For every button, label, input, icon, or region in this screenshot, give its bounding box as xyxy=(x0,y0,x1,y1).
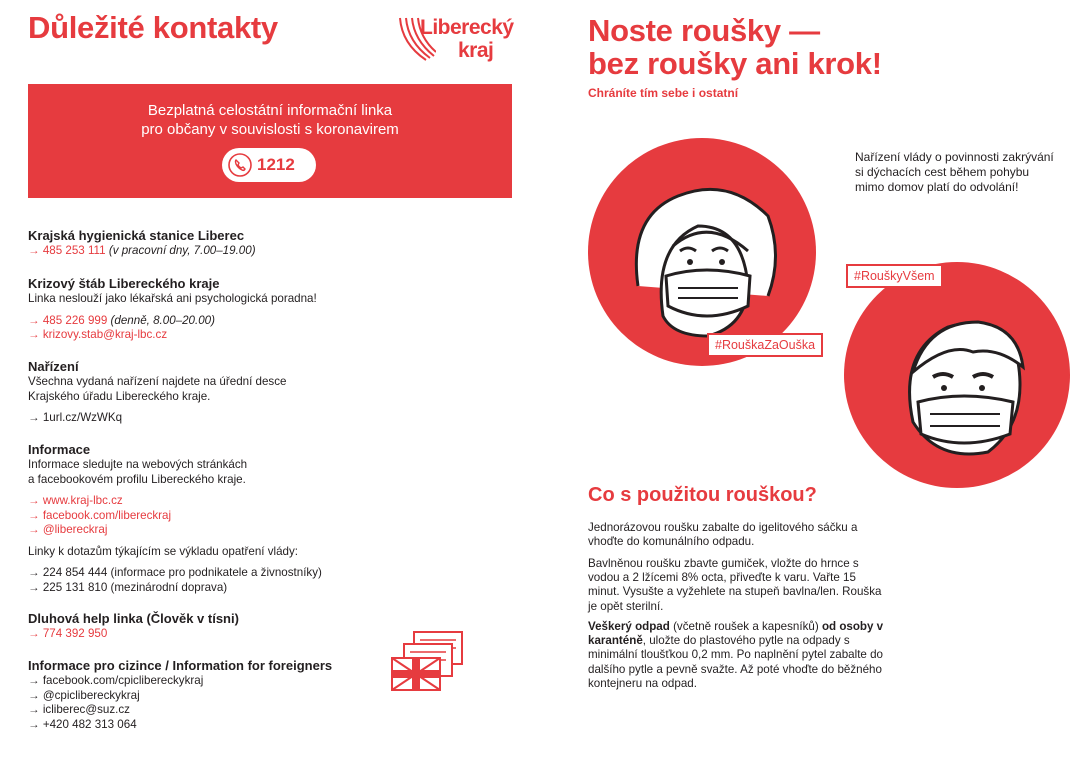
section-heading: Dluhová help linka (Člověk v tísni) xyxy=(28,611,239,626)
cizinci-email[interactable]: icliberec@suz.cz xyxy=(42,703,130,716)
section-heading: Informace xyxy=(28,442,91,457)
section-heading: Krajská hygienická stanice Liberec xyxy=(28,228,245,243)
woman-masked-illustration xyxy=(618,176,788,346)
dluh-phone[interactable]: 774 392 950 xyxy=(42,627,108,640)
waste-bold-2: od osoby v karanténě xyxy=(588,620,884,648)
masks-title-line-1: Noste roušky — xyxy=(588,13,820,48)
informace-link-line-1: → www.kraj-lbc.cz xyxy=(28,494,123,507)
section-heading: Krizový štáb Libereckého kraje xyxy=(28,276,220,291)
dluh-phone-line: → 774 392 950 xyxy=(28,627,108,640)
hyg-phone[interactable]: 485 253 111 xyxy=(42,244,106,257)
man-masked-illustration xyxy=(878,292,1048,472)
hashtag-rouska-za-ouska[interactable]: #RouškaZaOuška xyxy=(707,333,823,357)
hyg-phone-line: → 485 253 111 (v pracovní dny, 7.00–19.00) xyxy=(28,244,256,257)
informace-text-3: Linky k dotazům týkajícím se výkladu opatření vlády: xyxy=(28,544,298,558)
liberecky-kraj-logo xyxy=(396,14,516,64)
web-link[interactable]: www.kraj-lbc.cz xyxy=(42,494,123,507)
gov-phone-1[interactable]: 224 854 444 (informace pro podnikatele a živnostníky) xyxy=(42,566,322,579)
informace-link-line-3: → @libereckraj xyxy=(28,523,108,536)
section-dluhova-linka xyxy=(28,611,239,642)
cizinci-line-4: → +420 482 313 064 xyxy=(28,717,137,731)
krizovy-email[interactable]: krizovy.stab@kraj-lbc.cz xyxy=(42,328,168,341)
krizovy-note: Linka neslouží jako lékařská ani psychologická poradna! xyxy=(28,292,317,305)
paragraph-quarantine-waste xyxy=(588,620,888,691)
cizinci-line-2: → @cpiclibereckykraj xyxy=(28,688,140,702)
informace-phone-line-1: → 224 854 444 (informace pro podnikatele a živnostníky) xyxy=(28,566,322,579)
handle-link[interactable]: @libereckraj xyxy=(42,523,108,536)
masks-title-line-2: bez roušky ani krok! xyxy=(588,46,882,81)
hotline-phone-pill[interactable] xyxy=(222,148,316,182)
krizovy-email-line: → krizovy.stab@kraj-lbc.cz xyxy=(28,328,168,341)
gov-phone-2[interactable]: 225 131 810 (mezinárodní doprava) xyxy=(42,580,228,594)
informace-text-1: Informace sledujte na webových stránkách xyxy=(28,458,248,471)
informace-phone-line-2: → 225 131 810 (mezinárodní doprava) xyxy=(28,580,228,594)
logo-word-1: Liberecký xyxy=(420,16,514,39)
used-mask-heading: Co s použitou rouškou? xyxy=(588,484,817,506)
krizovy-hours: (denně, 8.00–20.00) xyxy=(110,313,215,327)
cizinci-phone[interactable]: +420 482 313 064 xyxy=(42,717,137,731)
masks-title xyxy=(588,14,882,80)
banner-line-1: Bezplatná celostátní informační linka xyxy=(147,102,393,119)
narizeni-text-1: Všechna vydaná nařízení najdete na úřední desce xyxy=(28,375,287,388)
krizovy-phone-line: → 485 226 999 (denně, 8.00–20.00) xyxy=(28,313,215,327)
waste-text-2: , uložte do plastového pytle na odpady s minimální tloušťkou 0,2 mm. Po naplnění pytel zabalte do dalšího pytle a pevně svažte. Až poté vhoďte do běžného kontejneru na odpad. xyxy=(588,634,883,690)
section-heading: Nařízení xyxy=(28,359,79,374)
section-krizovy-stab xyxy=(28,276,317,343)
narizeni-text-2: Krajského úřadu Libereckého kraje. xyxy=(28,389,211,403)
section-cizinci xyxy=(28,658,332,732)
facebook-link[interactable]: facebook.com/libereckraj xyxy=(42,508,172,522)
regulation-note: Nařízení vlády o povinnosti zakrývání si dýchacích cest během pohybu mimo domov platí do odvolání! xyxy=(855,150,1054,194)
hotline-banner xyxy=(28,84,512,198)
section-informace xyxy=(28,442,322,595)
waste-text-1: (včetně roušek a kapesníků) xyxy=(669,620,822,633)
paragraph-cotton: Bavlněnou roušku zbavte gumiček, vložte do hrnce s vodou a 2 lžícemi 8% octa, přiveďte k varu. Vařte 15 minut. Vysušte a vyžehlete na stupeň bavlna/len. Rouška je opět sterilní. xyxy=(588,557,882,613)
banner-line-2: pro občany v souvislosti s koronavirem xyxy=(141,121,399,138)
informace-link-line-2: → facebook.com/libereckraj xyxy=(28,508,172,522)
hashtag-rousky-vsem[interactable]: #RouškyVšem xyxy=(846,264,943,288)
logo-word-2: kraj xyxy=(458,39,494,62)
informace-text-2: a facebookovém profilu Libereckého kraje. xyxy=(28,472,246,486)
phone-icon xyxy=(228,153,252,177)
cizinci-handle[interactable]: @cpiclibereckykraj xyxy=(42,688,140,702)
krizovy-phone[interactable]: 485 226 999 xyxy=(42,313,108,327)
waste-bold-1: Veškerý odpad xyxy=(588,620,670,633)
hotline-number: 1212 xyxy=(257,155,295,174)
narizeni-link[interactable]: 1url.cz/WzWKq xyxy=(42,411,123,424)
paragraph-disposable: Jednorázovou roušku zabalte do igelitového sáčku a vhoďte do komunálního odpadu. xyxy=(588,521,858,549)
section-hygiena xyxy=(28,228,256,259)
narizeni-link-line: → 1url.cz/WzWKq xyxy=(28,411,123,424)
masks-subtitle: Chráníte tím sebe i ostatní xyxy=(588,86,739,100)
cizinci-facebook[interactable]: facebook.com/cpiclibereckykraj xyxy=(42,674,204,687)
cizinci-line-3: → icliberec@suz.cz xyxy=(28,703,130,716)
section-heading: Informace pro cizince / Information for foreigners xyxy=(28,658,333,673)
flags-icon xyxy=(390,630,466,700)
hyg-hours: (v pracovní dny, 7.00–19.00) xyxy=(108,244,256,257)
left-page xyxy=(0,0,540,762)
page-title: Důležité kontakty xyxy=(28,10,278,45)
right-page xyxy=(560,0,1087,762)
section-narizeni xyxy=(28,359,286,426)
cizinci-line-1: → facebook.com/cpiclibereckykraj xyxy=(28,674,204,687)
